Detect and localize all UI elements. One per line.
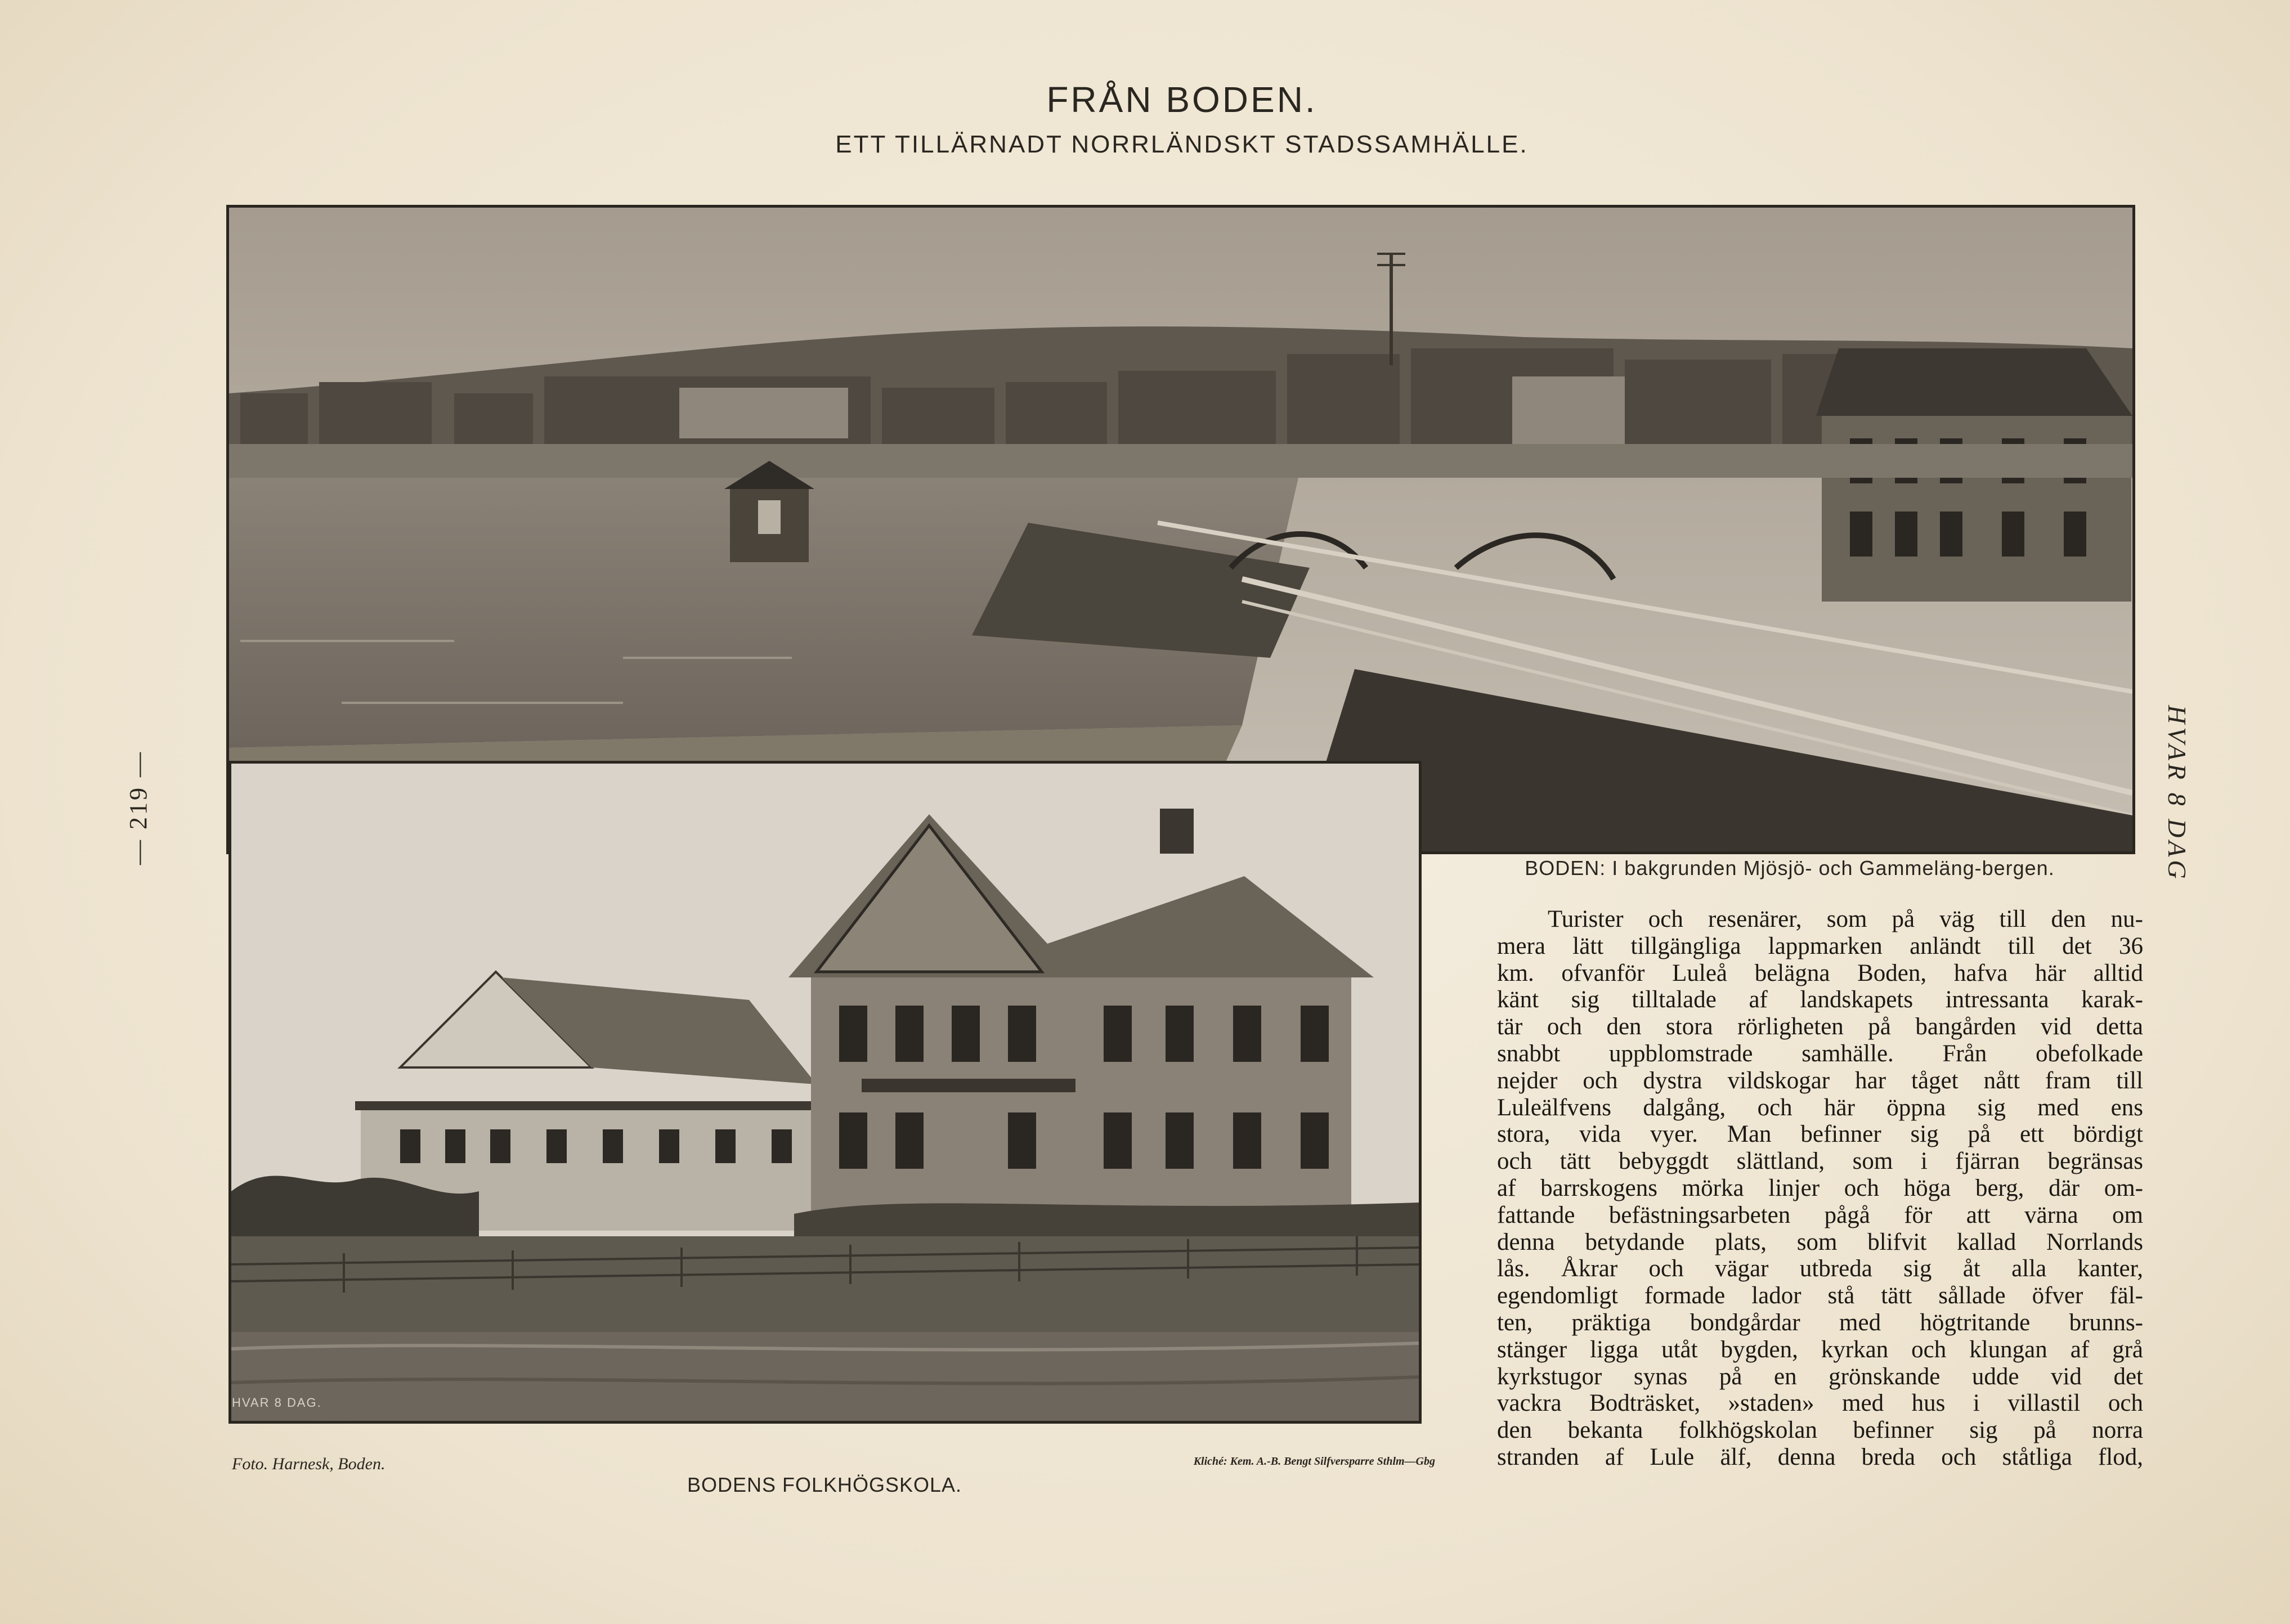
folkhogskola-illustration — [231, 764, 1419, 1421]
boden-town-photo — [226, 205, 2135, 854]
article-line: stora, vida vyer. Man befinner sig på ett bördigt — [1497, 1121, 2143, 1148]
photo-credit: Foto. Harnesk, Boden. — [232, 1455, 386, 1473]
article-line: Luleälfvens dalgång, och här öppna sig med ens — [1497, 1094, 2143, 1121]
article-line: och tätt bebyggdt slättland, som i fjärran begränsas — [1497, 1148, 2143, 1175]
article-line: vackra Bodträsket, »staden» med hus i villastil och — [1497, 1390, 2143, 1417]
article-line: egendomligt formade lador stå tätt sållade öfver fäl- — [1497, 1282, 2143, 1309]
article-line: kyrkstugor synas på en grönskande udde vid det — [1497, 1363, 2143, 1390]
top-photo-caption: BODEN: I bakgrunden Mjösjö- och Gammeläng-bergen. — [1525, 856, 2055, 880]
boden-town-illustration — [229, 208, 2132, 851]
article-line: den bekanta folkhögskolan befinner sig på norra — [1497, 1417, 2143, 1444]
article-line: snabbt uppblomstrade samhälle. Från obefolkade — [1497, 1040, 2143, 1067]
magazine-name: HVAR 8 DAG — [2163, 705, 2192, 882]
article-line: Turister och resenärer, som på väg till den nu- — [1548, 906, 2143, 932]
page-subtitle: ETT TILLÄRNADT NORRLÄNDSKT STADSSAMHÄLLE. — [835, 131, 1529, 158]
article-line: ten, präktiga bondgårdar med högtritande brunns- — [1497, 1309, 2143, 1336]
article-line: tär och den stora rörligheten på bangården vid detta — [1497, 1013, 2143, 1040]
article-line: känt sig tilltalade af landskapets intressanta karak- — [1497, 986, 2143, 1013]
bottom-photo-caption: BODENS FOLKHÖGSKOLA. — [687, 1473, 962, 1496]
cliche-credit: Kliché: Kem. A.-B. Bengt Silfversparre Sthlm—Gbg — [1193, 1455, 1435, 1468]
article-line: stänger ligga utåt bygden, kyrkan och klungan af grå — [1497, 1336, 2143, 1363]
article-line: nejder och dystra vildskogar har tåget nått fram till — [1497, 1067, 2143, 1094]
article-line: fattande befästningsarbeten pågå för att värna om — [1497, 1201, 2143, 1228]
article-line: denna betydande plats, som blifvit kallad Norrlands — [1497, 1228, 2143, 1255]
article-line: mera lätt tillgängliga lappmarken anländt till det 36 — [1497, 932, 2143, 959]
photo-watermark: HVAR 8 DAG. — [232, 1396, 322, 1410]
article-line: af barrskogens mörka linjer och höga berg, där om- — [1497, 1174, 2143, 1201]
page-title: FRÅN BODEN. — [1046, 79, 1317, 120]
article-line: km. ofvanför Luleå belägna Boden, hafva här alltid — [1497, 959, 2143, 986]
page-number: — 219 — — [124, 750, 152, 865]
article-body — [1497, 906, 2143, 1471]
folkhogskola-photo — [228, 761, 1422, 1424]
article-line: stranden af Lule älf, denna breda och ståtliga flod, — [1497, 1443, 2143, 1470]
article-line: lås. Åkrar och vägar utbreda sig åt alla kanter, — [1497, 1255, 2143, 1282]
